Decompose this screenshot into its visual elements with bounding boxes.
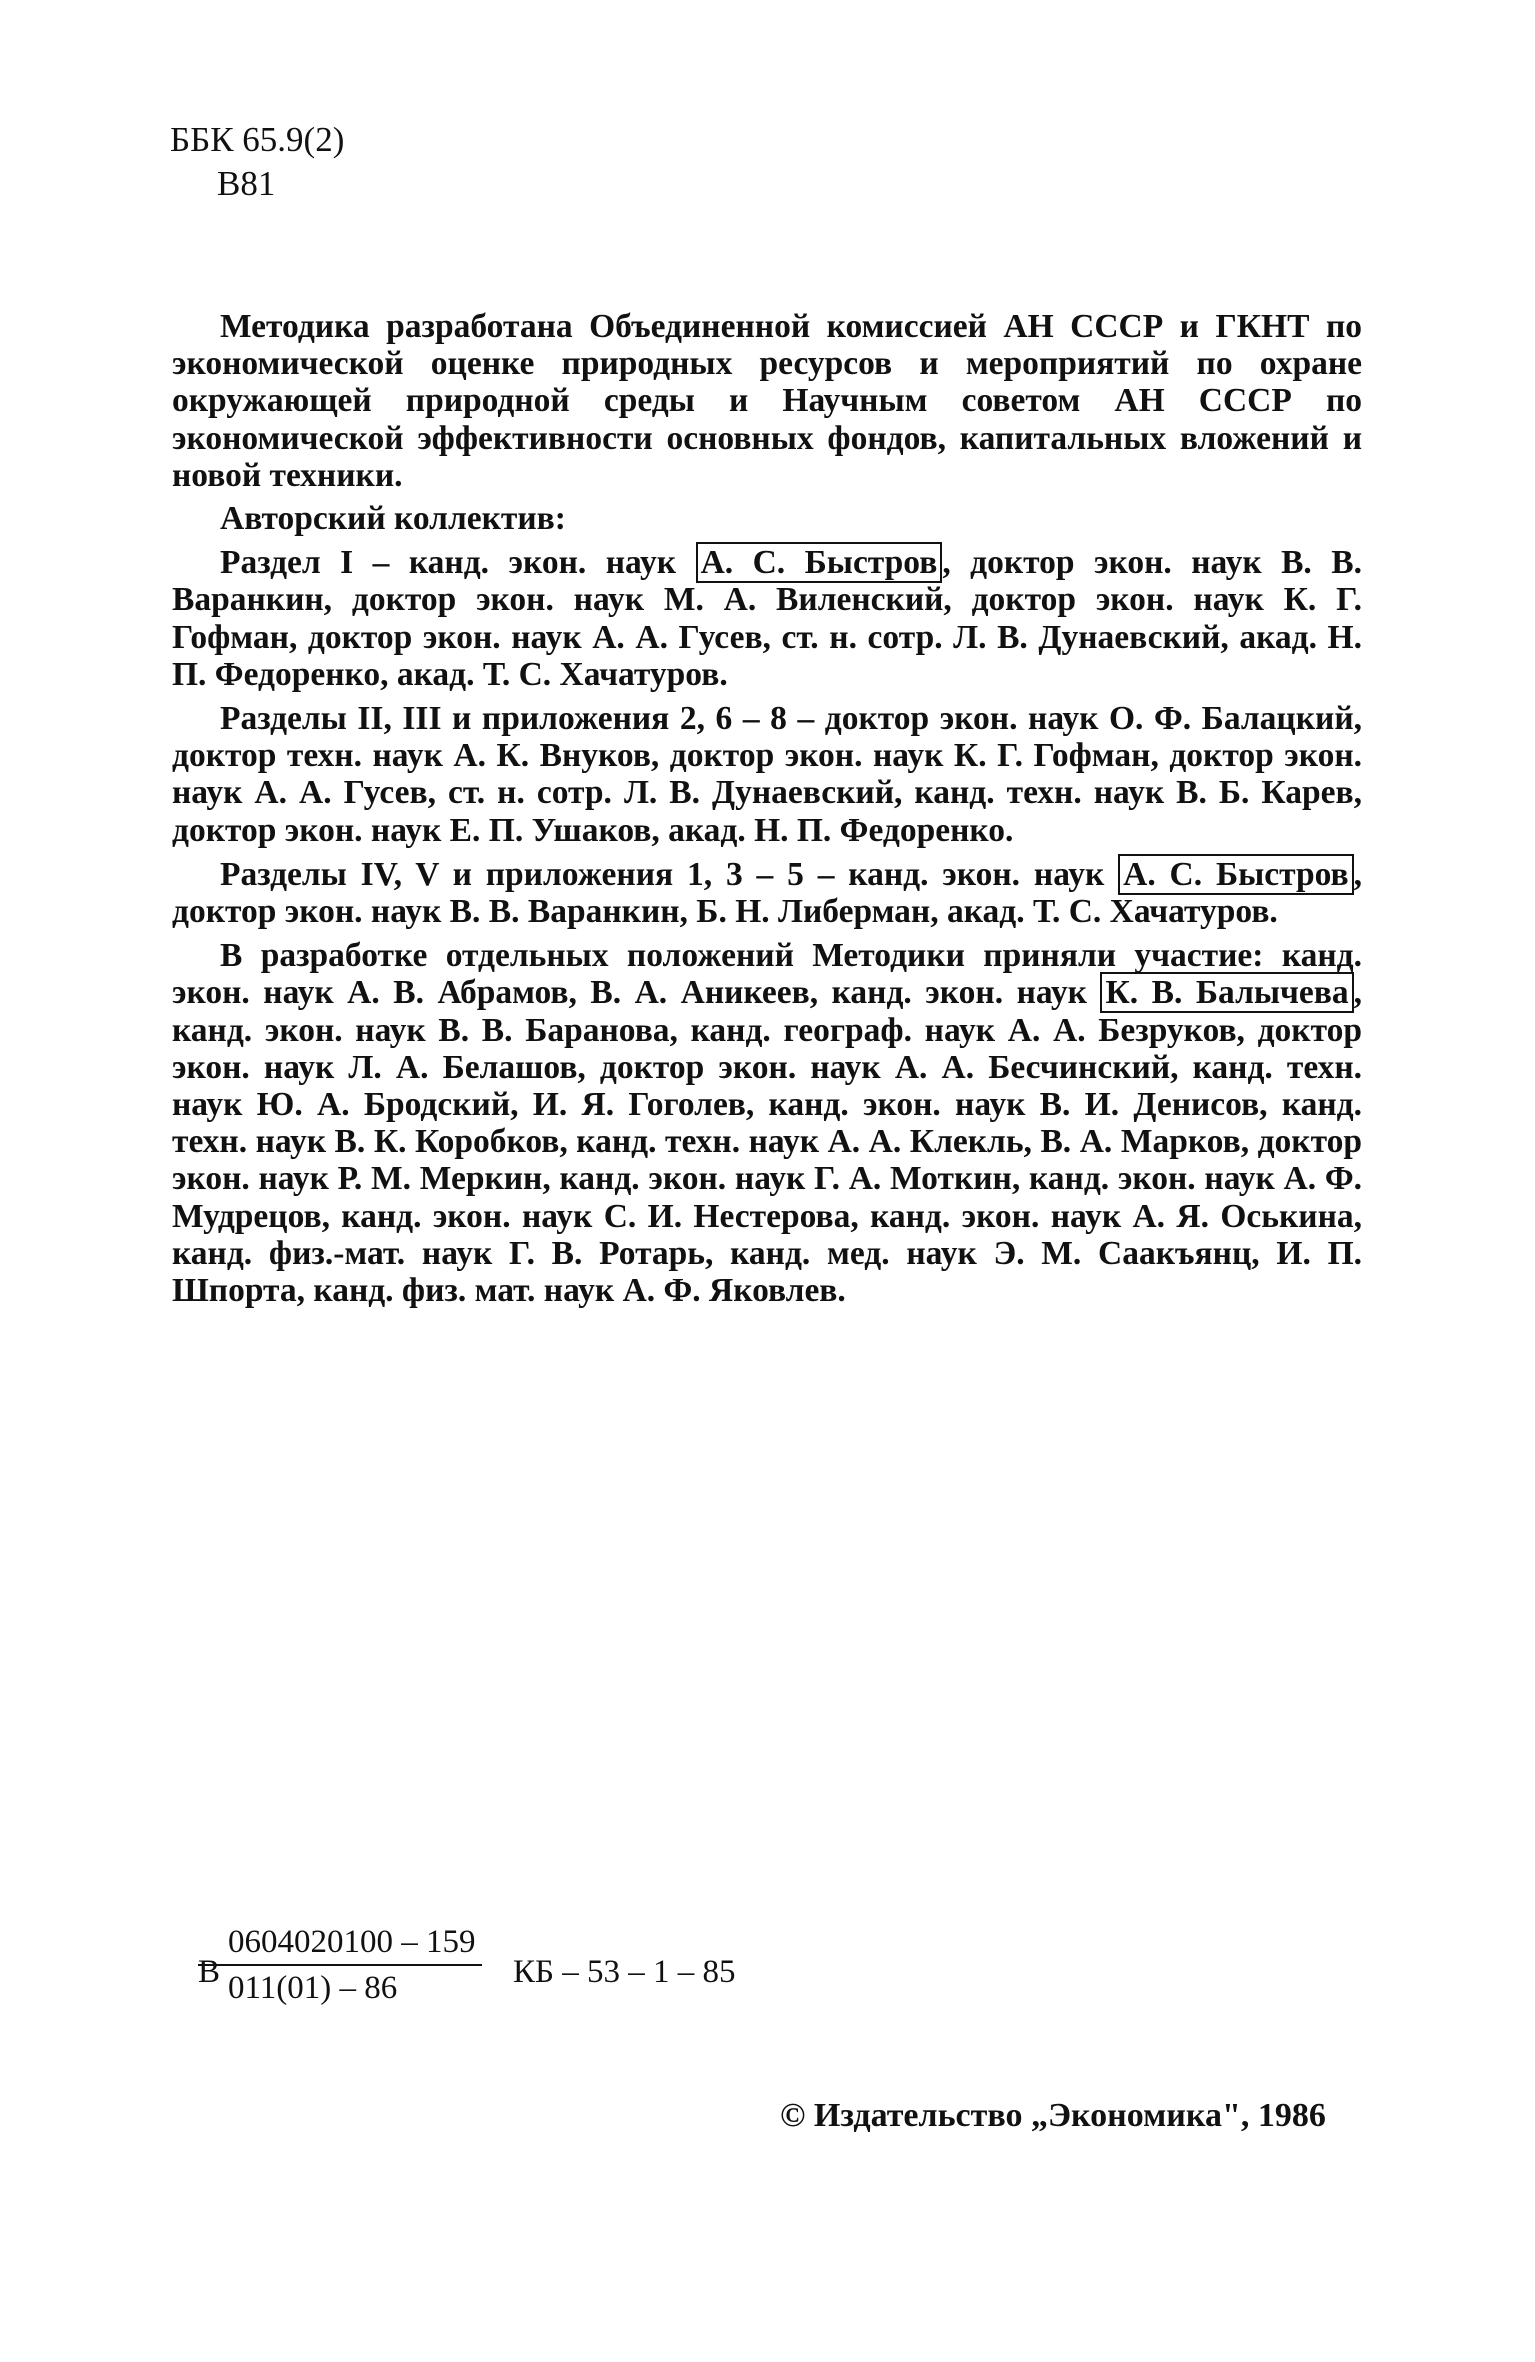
section-3-rest: , доктор экон. наук В. В. Варанкин, Б. Н. Либерман, акад. Т. С. Хачатуров. (172, 855, 1362, 931)
section-3-lead: Разделы IV, V и приложения 1, 3 – 5 – канд. экон. наук (220, 855, 1119, 893)
code-numerator: 0604020100 – 159 (198, 1922, 482, 1966)
boxed-name: К. В. Балычева (1100, 972, 1353, 1013)
section-1-rest: , доктор экон. наук В. В. Варанкин, доктор экон. наук М. А. Виленский, доктор экон. наук К. Г. Гофман, доктор экон. наук А. А. Гусев, ст. н. сотр. Л. В. Дунаевский, акад. Н. П. Федоренко, акад. Т. С. Хачатуров. (172, 544, 1362, 693)
publication-code (198, 1922, 736, 2008)
section-2-paragraph: Разделы II, III и приложения 2, 6 – 8 – доктор экон. наук О. Ф. Балацкий, доктор техн. наук А. К. Внуков, доктор экон. наук К. Г. Гофман, доктор экон. наук А. А. Гусев, ст. н. сотр. Л. В. Дунаевский, канд. техн. наук В. Б. Карев, доктор экон. наук Е. П. Ушаков, акад. Н. П. Федоренко. (172, 700, 1362, 849)
code-fraction (198, 1922, 482, 2008)
boxed-name: А. С. Быстров (1118, 854, 1353, 895)
section-1-lead: Раздел I – канд. экон. наук (220, 544, 696, 582)
contributors-rest: , канд. экон. наук В. В. Баранова, канд. географ. наук А. А. Безруков, доктор экон. наук Л. А. Белашов, доктор экон. наук А. А. Бесчинский, канд. техн. наук Ю. А. Бродский, И. Я. Гоголев, канд. экон. наук В. И. Денисов, канд. техн. наук В. К. Коробков, канд. техн. наук А. А. Клекль, В. А. Марков, доктор экон. наук Р. М. Меркин, канд. экон. наук Г. А. Моткин, канд. экон. наук А. Ф. Мудрецов, канд. экон. наук С. И. Нестерова, канд. экон. наук А. Я. Оськина, канд. физ.-мат. наук Г. В. Ротарь, канд. мед. наук Э. М. Саакъянц, И. П. Шпорта, канд. физ. мат. наук А. Ф. Яковлев. (172, 974, 1362, 1310)
section-3-paragraph (172, 856, 1362, 930)
bbk-code: ББК 65.9(2) (170, 120, 345, 159)
section-1-paragraph (172, 544, 1362, 693)
author-mark: В81 (217, 164, 276, 203)
intro-paragraph: Методика разработана Объединенной комиссией АН СССР и ГКНТ по экономической оценке природных ресурсов и мероприятий по охране окружающей природной среды и Научным советом АН СССР по экономической эффективности основных фондов, капитальных вложений и новой техники. (172, 308, 1362, 494)
code-denominator: 011(01) – 86 (228, 1970, 398, 2006)
contributors-lead: В разработке отдельных положений Методики приняли участие: канд. экон. наук А. В. Абрамов, В. А. Аникеев, канд. экон. наук (172, 937, 1362, 1012)
collective-title: Авторский коллектив: (220, 500, 566, 538)
bbk-classification (170, 118, 344, 206)
body-text (172, 308, 1362, 1316)
code-tail: КБ – 53 – 1 – 85 (513, 1954, 736, 1990)
code-letter: В (198, 1954, 221, 1990)
contributors-paragraph (172, 937, 1362, 1309)
boxed-name: А. С. Быстров (696, 542, 943, 583)
copyright-line: © Издательство „Экономика", 1986 (780, 2097, 1326, 2134)
